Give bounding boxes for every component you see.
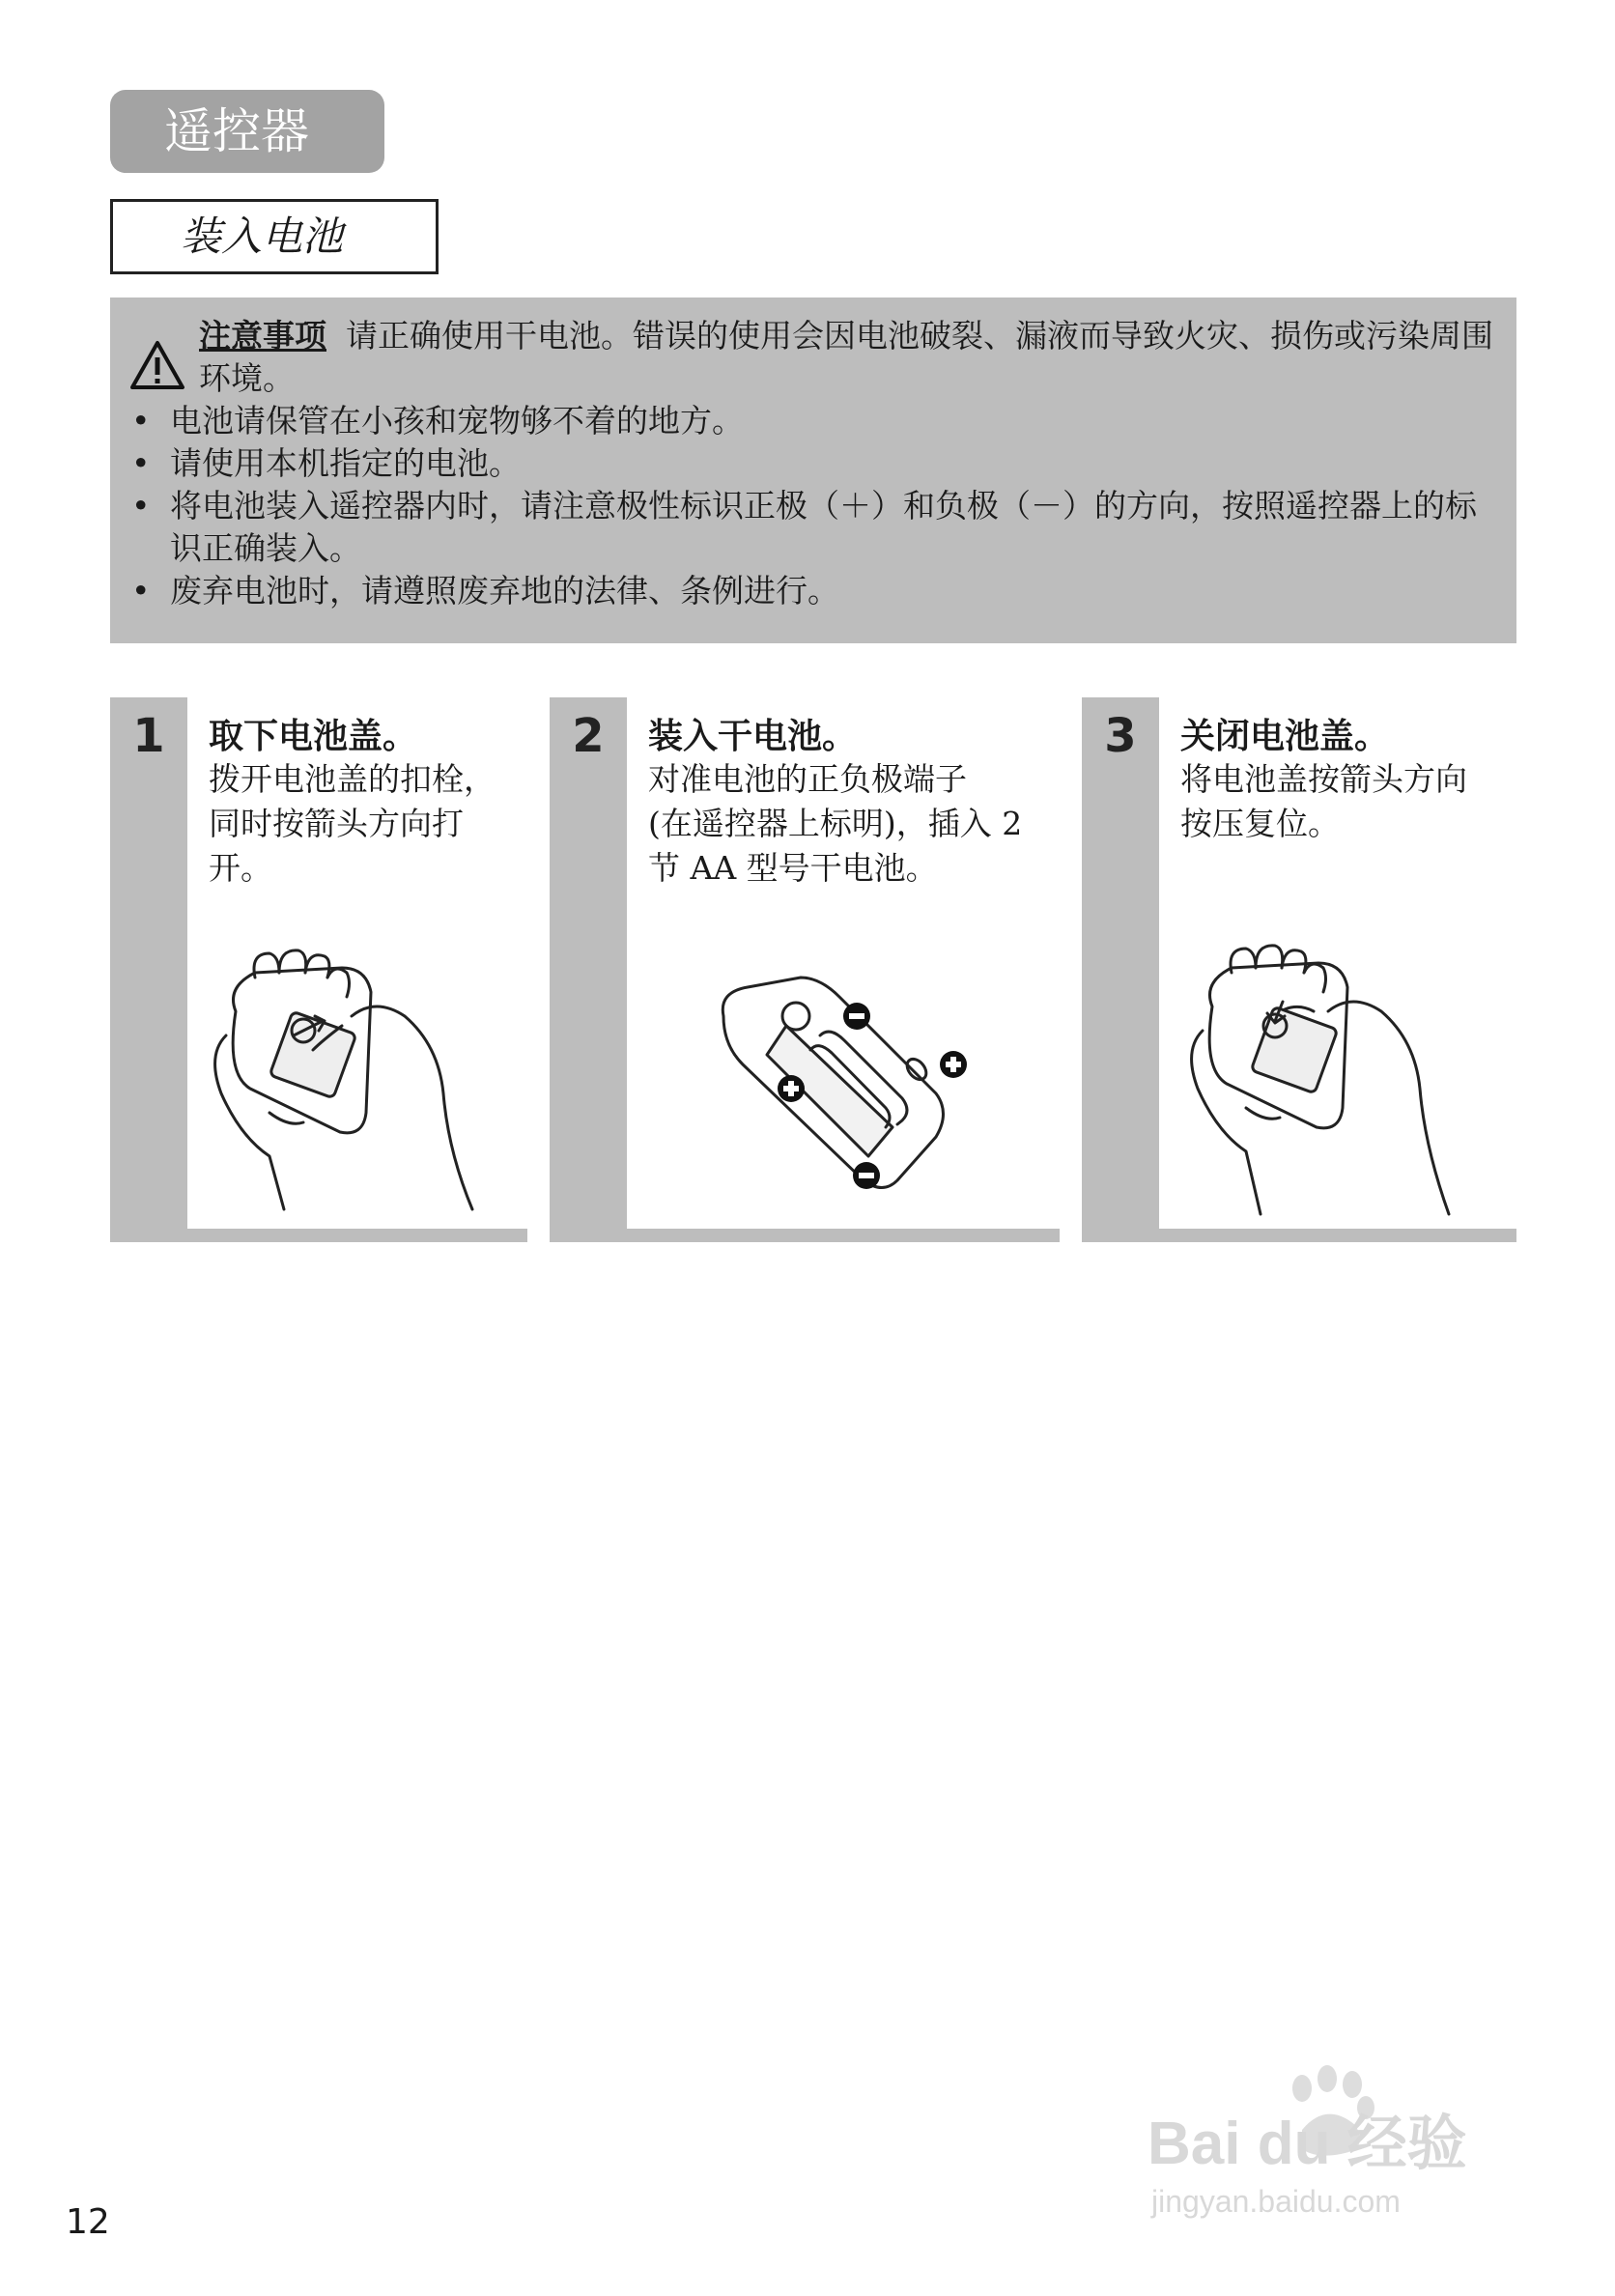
caution-box [110, 298, 1516, 643]
step-title: 装入干电池。 [648, 717, 858, 756]
baidu-jingyan-watermark [1148, 2057, 1534, 2231]
caution-item: • 电池请保管在小孩和宠物够不着的地方。 [129, 400, 1493, 442]
step-title: 取下电池盖。 [209, 717, 418, 756]
caution-item: • 将电池装入遥控器内时，请注意极性标识正极（＋）和负极（－）的方向，按照遥控器上的标识正确装入。 [129, 485, 1493, 570]
plus-terminal-icon [778, 1075, 805, 1102]
step-1-panel [110, 697, 527, 1242]
step-content [187, 697, 527, 1229]
caution-item: • 废弃电池时，请遵照废弃地的法律、条例进行。 [129, 570, 1493, 612]
step-3-panel [1082, 697, 1516, 1242]
step-description: 对准电池的正负极端子 (在遥控器上标明)，插入 2 节 AA 型号干电池。 [648, 760, 1023, 887]
caution-list [129, 400, 1493, 612]
step-number: 3 [1104, 709, 1137, 763]
battery-insert-illustration [704, 958, 1052, 1209]
remote-close-cover-illustration [1178, 924, 1497, 1219]
step-number: 1 [132, 709, 165, 763]
step-description: 将电池盖按箭头方向 按压复位。 [1180, 760, 1467, 842]
minus-terminal-icon [843, 1003, 870, 1030]
plus-terminal-icon [940, 1051, 967, 1078]
subsection-title: 装入电池 [110, 199, 439, 274]
watermark-url: jingyan.baidu.com [1151, 2184, 1401, 2219]
warning-triangle-icon [129, 340, 185, 390]
caution-label: 注意事项 [199, 317, 326, 354]
minus-terminal-icon [853, 1162, 880, 1189]
step-content [627, 697, 1060, 1229]
caution-text: 请正确使用干电池。错误的使用会因电池破裂、漏液而导致火灾、损伤或污染周围环境。 [199, 317, 1493, 397]
caution-item: • 请使用本机指定的电池。 [129, 442, 1493, 485]
section-title: 遥控器 [110, 90, 384, 173]
step-title: 关闭电池盖。 [1180, 717, 1390, 756]
caution-header [129, 315, 1493, 400]
step-number: 2 [572, 709, 605, 763]
watermark-brand: Bai du 经验 [1148, 2111, 1467, 2177]
step-description: 拨开电池盖的扣栓， 同时按箭头方向打 开。 [209, 760, 496, 887]
remote-open-cover-illustration [197, 929, 506, 1219]
page-number: 12 [66, 2202, 110, 2242]
step-2-panel [550, 697, 1060, 1242]
step-content [1159, 697, 1516, 1229]
